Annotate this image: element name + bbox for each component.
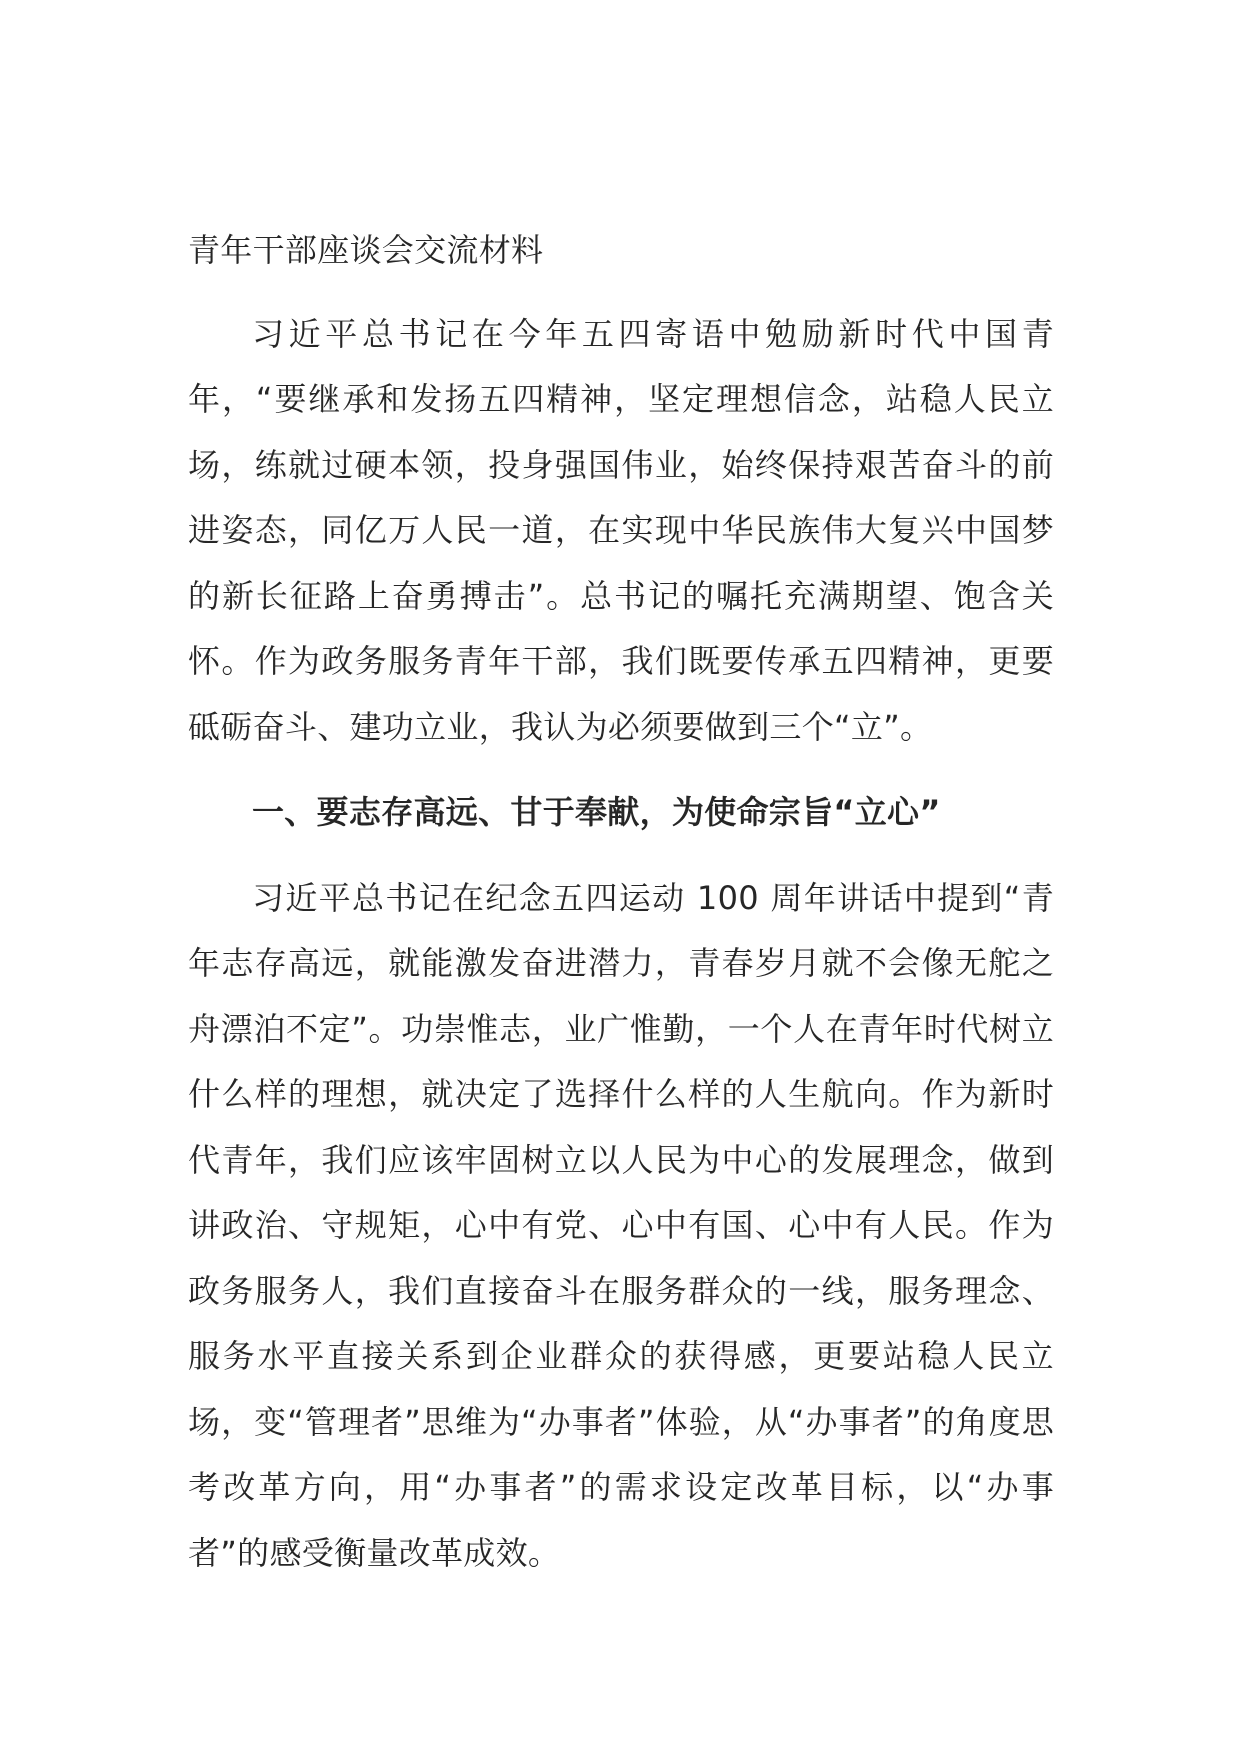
document-title: 青年干部座谈会交流材料 [188, 231, 544, 269]
section-heading-1: 一、要志存高远、甘于奉献，为使命宗旨“立心” [252, 793, 941, 831]
paragraph-intro: 习近平总书记在今年五四寄语中勉励新时代中国青年，“要继承和发扬五四精神，坚定理想信念，站稳人民立场，练就过硬本领，投身强国伟业，始终保持艰苦奋斗的前进姿态，同亿万人民一道，在实现中华民族伟大复兴中国梦的新长征路上奋勇搏击”。总书记的嘱托充满期望、饱含关怀。作为政务服务青年干部，我们既要传承五四精神，更要砥砺奋斗、建功立业，我认为必须要做到三个“立”。 [188, 314, 1054, 746]
paragraph-section-1: 习近平总书记在纪念五四运动 100 周年讲话中提到“青年志存高远，就能激发奋进潜力，青春岁月就不会像无舵之舟漂泊不定”。功崇惟志，业广惟勤，一个人在青年时代树立什么样的理想，就决定了选择什么样的人生航向。作为新时代青年，我们应该牢固树立以人民为中心的发展理念，做到讲政治、守规矩，心中有党、心中有国、心中有人民。作为政务服务人，我们直接奋斗在服务群众的一线，服务理念、服务水平直接关系到企业群众的获得感，更要站稳人民立场，变“管理者”思维为“办事者”体验，从“办事者”的角度思考改革方向，用“办事者”的需求设定改革目标，以“办事者”的感受衡量改革成效。 [188, 878, 1054, 1572]
document-body [188, 218, 1054, 1606]
